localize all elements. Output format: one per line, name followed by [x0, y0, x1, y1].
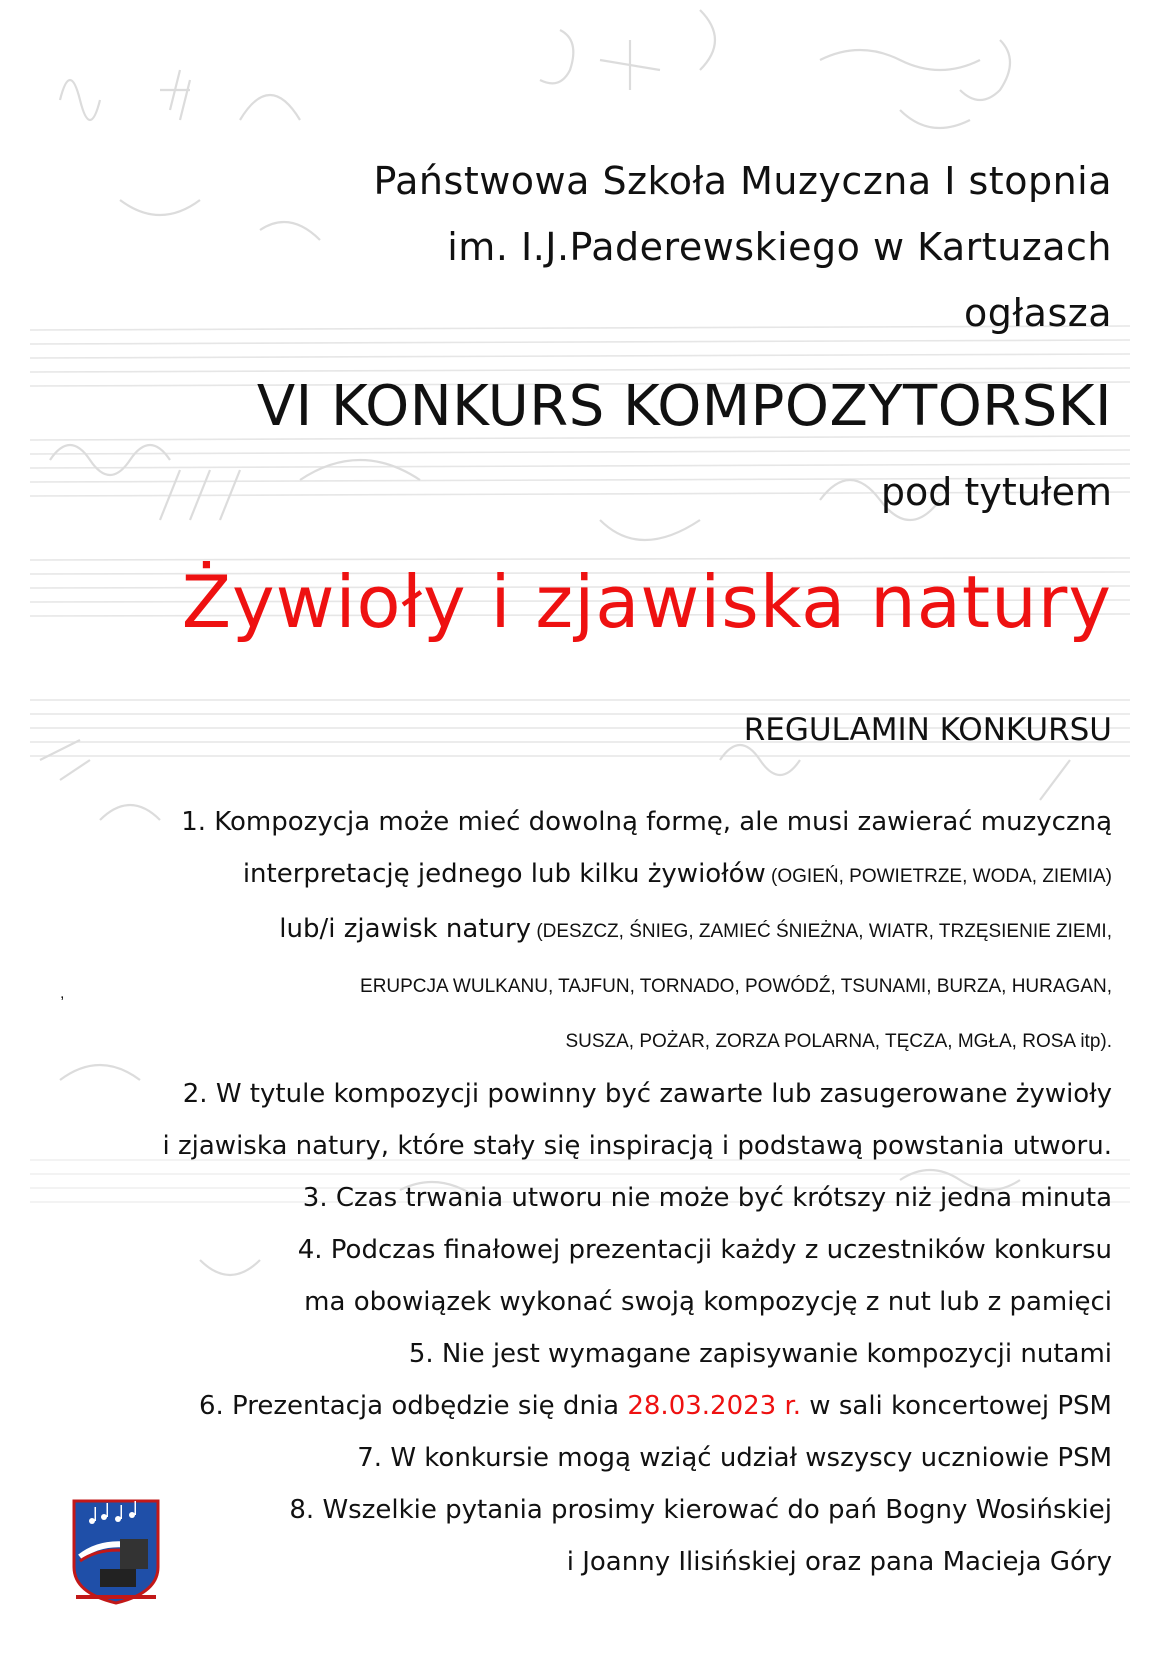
rule-8-line-1: 8. Wszelkie pytania prosimy kierować do pań Bogny Wosińskiej	[289, 1495, 1112, 1525]
rule-4-line-2: ma obowiązek wykonać swoją kompozycję z nut lub z pamięci	[304, 1287, 1112, 1317]
school-name-line-2: im. I.J.Paderewskiego w Kartuzach	[447, 225, 1112, 269]
rule-3: 3. Czas trwania utworu nie może być krótszy niż jedna minuta	[302, 1183, 1112, 1213]
rule-7: 7. W konkursie mogą wziąć udział wszyscy uczniowie PSM	[357, 1443, 1112, 1473]
contest-theme: Żywioły i zjawiska natury	[181, 560, 1112, 644]
rule-2-line-2: i zjawiska natury, które stały się inspiracją i podstawą powstania utworu.	[162, 1131, 1112, 1161]
regulations-heading: REGULAMIN KONKURSU	[743, 712, 1112, 748]
announces-label: ogłasza	[964, 291, 1112, 335]
regulations-list	[163, 796, 1112, 1588]
rule-2-line-1: 2. W tytule kompozycji powinny być zawarte lub zasugerowane żywioły	[182, 1079, 1112, 1109]
rule-6: 6. Prezentacja odbędzie się dnia 28.03.2023 r. w sali koncertowej PSM	[198, 1391, 1112, 1421]
rule-1-line-5: SUSZA, POŻAR, ZORZA POLARNA, TĘCZA, MGŁA, ROSA itp).	[565, 1031, 1112, 1052]
rule-1-line-3: lub/i zjawisk natury (DESZCZ, ŚNIEG, ZAMIEĆ ŚNIEŻNA, WIATR, TRZĘSIENIE ZIEMI,	[279, 914, 1112, 944]
rule-1-line-4: ERUPCJA WULKANU, TAJFUN, TORNADO, POWÓDŹ, TSUNAMI, BURZA, HURAGAN,	[360, 976, 1112, 997]
rule-1-line-2: interpretację jednego lub kilku żywiołów (OGIEŃ, POWIETRZE, WODA, ZIEMIA)	[242, 859, 1112, 889]
stray-mark: ,	[60, 985, 65, 1002]
rule-8-line-2: i Joanny Ilisińskiej oraz pana Macieja Góry	[566, 1547, 1112, 1577]
contest-subtitle: pod tytułem	[880, 470, 1112, 514]
school-name-block	[373, 148, 1112, 346]
rule-1-line-1: 1. Kompozycja może mieć dowolną formę, ale musi zawierać muzyczną	[181, 807, 1112, 837]
school-crest-logo	[70, 1497, 162, 1607]
rule-4-line-1: 4. Podczas finałowej prezentacji każdy z uczestników konkursu	[297, 1235, 1112, 1265]
event-date: 28.03.2023 r.	[627, 1391, 802, 1421]
contest-title: VI KONKURS KOMPOZYTORSKI	[256, 374, 1112, 439]
school-name-line-1: Państwowa Szkoła Muzyczna I stopnia	[373, 159, 1112, 203]
rule-5: 5. Nie jest wymagane zapisywanie kompozycji nutami	[408, 1339, 1112, 1369]
